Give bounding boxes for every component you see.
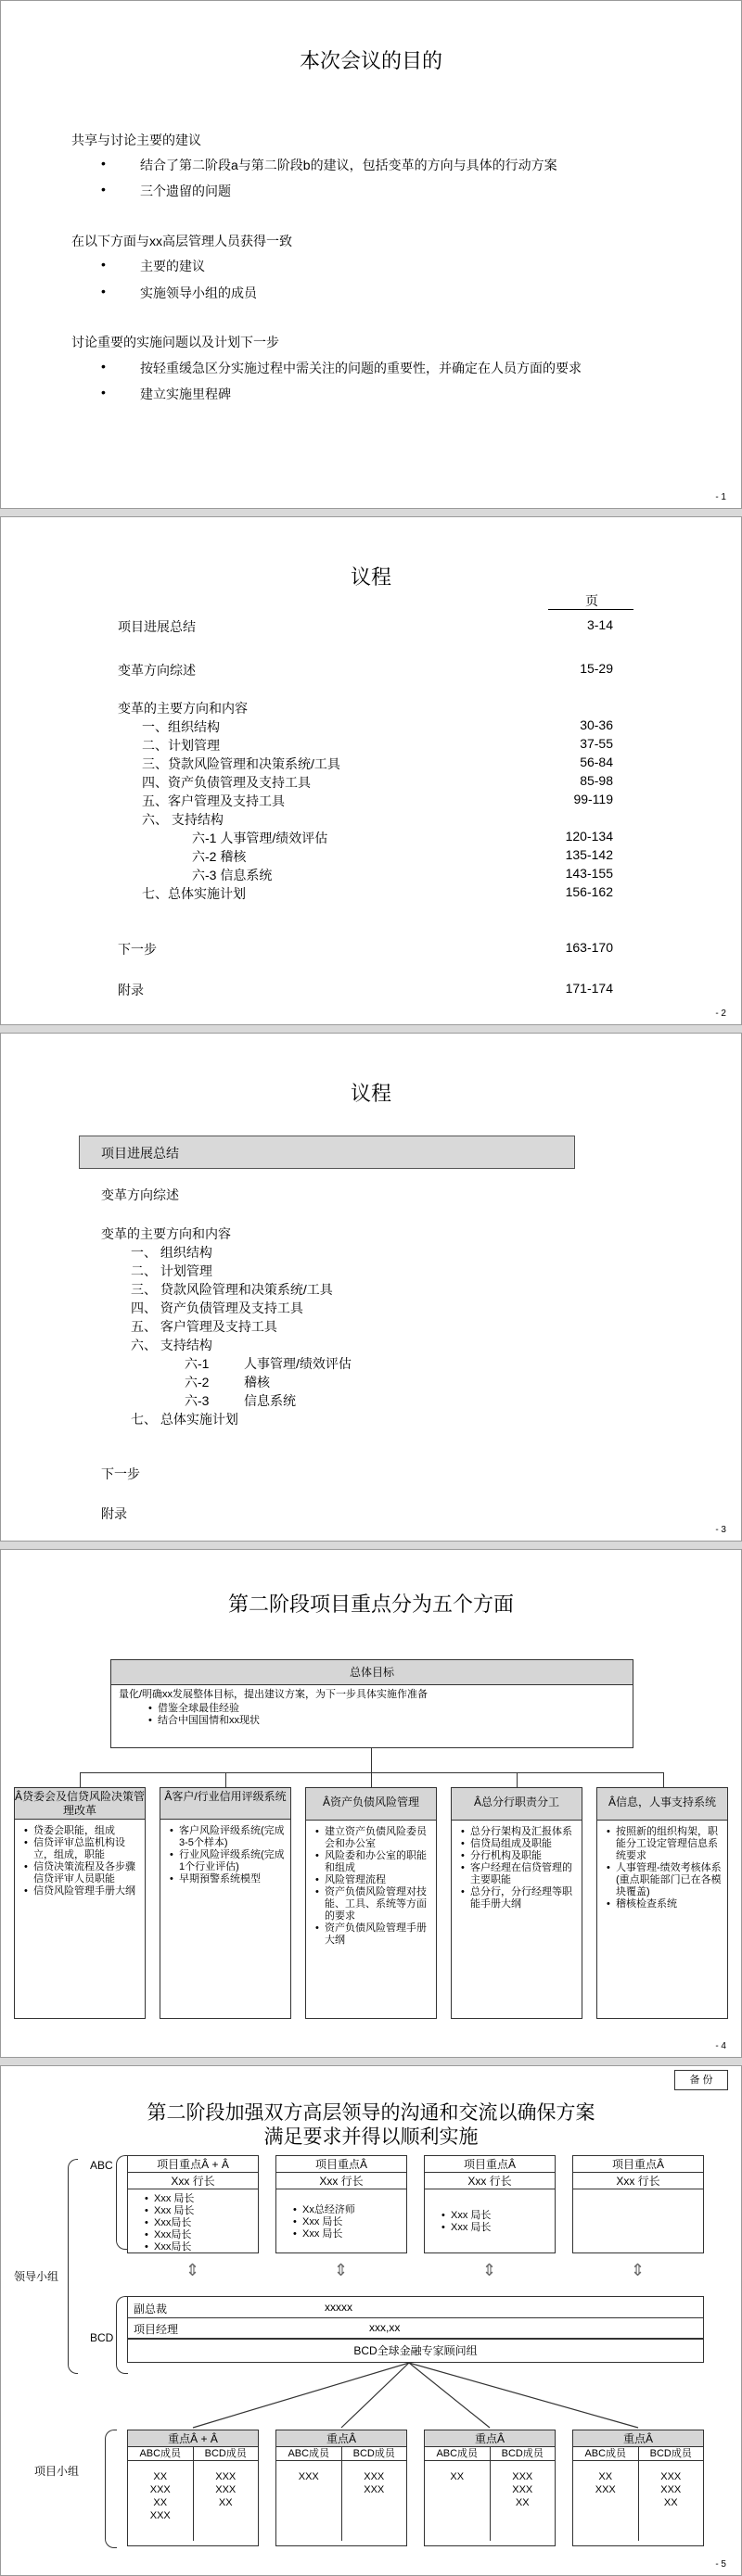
two-way-arrow-icon: ⇕ xyxy=(631,2261,646,2279)
goal-heading: 讨论重要的实施问题以及计划下一步 xyxy=(71,335,279,349)
project-team-box xyxy=(127,2430,259,2546)
member: XX xyxy=(663,2497,678,2508)
slide-title-line-2: 满足要求并得以顺利实施 xyxy=(263,2126,479,2148)
goal-line: 量化/明确xx发展整体目标，提出建议方案，为下一步具体实施作准备 xyxy=(119,1689,429,1700)
agenda-item: 六-1 xyxy=(185,1356,210,1371)
member: XX xyxy=(153,2471,168,2482)
row-value: xxx,xx xyxy=(369,2321,401,2334)
box-title: 项目重点Â + Â xyxy=(128,2156,258,2173)
focus-bullet: • 总分行架构及汇报体系 xyxy=(470,1826,578,1838)
agenda-page: 163-170 xyxy=(565,940,613,955)
focus-bullet: • 稽核检查系统 xyxy=(616,1898,723,1910)
goal-bullets xyxy=(147,1703,633,1727)
page-number: - 4 xyxy=(715,2041,726,2051)
agenda-item: 一、 组织结构 xyxy=(131,1245,212,1260)
backup-badge: 备 份 xyxy=(674,2070,728,2090)
goal-bullet: • 建立实施里程碑 xyxy=(140,385,231,403)
col-head: ABC成员 xyxy=(425,2447,491,2461)
member: XXX xyxy=(364,2484,385,2495)
col-head: ABC成员 xyxy=(128,2447,194,2461)
abc-leader-box xyxy=(572,2155,704,2253)
bcd-pm-row xyxy=(127,2318,704,2339)
member: XX xyxy=(153,2497,168,2508)
agenda-item: 人事管理/绩效评估 xyxy=(244,1356,352,1371)
member: XXX xyxy=(660,2484,682,2495)
page-number: - 2 xyxy=(715,1009,726,1019)
box-header: Â信息，人事支持系统 xyxy=(597,1788,727,1821)
box-title: 重点Â xyxy=(276,2430,406,2447)
project-team-label: 项目小组 xyxy=(34,2465,80,2478)
member: • Xxx 局长 xyxy=(302,2228,406,2240)
member: • Xxx 局长 xyxy=(302,2216,406,2228)
agenda-item: 附录 xyxy=(118,983,144,997)
connector xyxy=(517,1772,518,1787)
project-bracket xyxy=(105,2430,117,2548)
agenda-item: 七、 总体实施计划 xyxy=(131,1412,238,1427)
slide-title: 议程 xyxy=(350,1082,391,1105)
goal-bullet: • 主要的建议 xyxy=(140,257,205,275)
row-label: 项目经理 xyxy=(134,2323,179,2336)
slide-3 xyxy=(0,1033,742,1542)
agenda-page: 143-155 xyxy=(565,866,613,881)
agenda-item-current: 项目进展总结 xyxy=(101,1146,179,1161)
col-head: ABC成员 xyxy=(276,2447,342,2461)
focus-area-box xyxy=(451,1787,582,2019)
focus-bullet: • 分行机构及职能 xyxy=(470,1850,578,1862)
agenda-page: 37-55 xyxy=(580,736,613,751)
goal-bullet: • 结合中国国情和xx现状 xyxy=(158,1715,633,1727)
agenda-item: 稽核 xyxy=(244,1375,270,1390)
focus-bullet: • 总分行，分行经理等职能手册大纲 xyxy=(470,1886,578,1910)
box-header: Â总分行职责分工 xyxy=(452,1788,582,1821)
member: • Xxx局长 xyxy=(154,2229,258,2241)
slide-5 xyxy=(0,2065,742,2576)
connector xyxy=(371,1748,372,1772)
page-number: - 5 xyxy=(715,2559,726,2570)
project-team-box xyxy=(424,2430,556,2546)
page-number: - 1 xyxy=(715,492,726,502)
box-leader: Xxx 行长 xyxy=(128,2173,258,2189)
page-column-header: 页 xyxy=(585,593,598,608)
focus-area-box xyxy=(160,1787,291,2019)
fan-out-connector xyxy=(1,2363,742,2431)
focus-bullet: • 资产负债风险管理对技能、工具、系统等方面的要求 xyxy=(325,1886,432,1922)
focus-bullet: • 信贷决策流程及各步骤信贷评审人员职能 xyxy=(33,1861,141,1885)
row-label: 副总裁 xyxy=(134,2303,168,2316)
agenda-item: 六-3 xyxy=(185,1393,210,1408)
bcd-vp-row xyxy=(127,2296,704,2318)
row-value: xxxxx xyxy=(325,2301,352,2314)
abc-leader-box xyxy=(424,2155,556,2253)
agenda-item: 六、 支持结构 xyxy=(142,812,224,827)
slide-title: 第二阶段加强双方高层领导的沟通和交流以确保方案 xyxy=(147,2102,595,2124)
box-header: Â贷委会及信贷风险决策管理改革 xyxy=(15,1788,145,1820)
two-way-arrow-icon: ⇕ xyxy=(186,2261,200,2279)
focus-bullet: • 客户风险评级系统(完成3-5个样本) xyxy=(179,1825,287,1849)
col-head: BCD成员 xyxy=(491,2447,556,2461)
agenda-item: 一、组织结构 xyxy=(142,719,220,734)
box-header: Â资产负债风险管理 xyxy=(306,1788,436,1821)
abc-leader-box xyxy=(275,2155,407,2253)
agenda-item: 六-2 xyxy=(185,1375,210,1390)
agenda-item: 二、 计划管理 xyxy=(131,1263,212,1278)
agenda-item: 六-3 信息系统 xyxy=(192,868,273,882)
col-head: BCD成员 xyxy=(194,2447,259,2461)
slide-title: 本次会议的目的 xyxy=(299,49,442,72)
member: XX xyxy=(450,2471,465,2482)
agenda-item: 变革的主要方向和内容 xyxy=(118,701,248,716)
leadership-group-label: 领导小组 xyxy=(14,2270,59,2283)
agenda-item: 六-2 稽核 xyxy=(192,849,247,864)
abc-label: ABC xyxy=(90,2159,113,2172)
agenda-item: 下一步 xyxy=(118,942,157,957)
agenda-item: 七、总体实施计划 xyxy=(142,886,246,901)
focus-bullet: • 信贷评审总监机构设立，组成，职能 xyxy=(33,1837,141,1861)
member: XX xyxy=(218,2497,233,2508)
agenda-page: 135-142 xyxy=(565,847,613,862)
focus-bullet: • 客户经理在信贷管理的主要职能 xyxy=(470,1862,578,1886)
box-title: 重点Â + Â xyxy=(128,2430,258,2447)
focus-bullet: • 人事管理-绩效考核体系(重点职能部门已在各模块覆盖) xyxy=(616,1862,723,1898)
agenda-page: 30-36 xyxy=(580,717,613,732)
agenda-item: 下一步 xyxy=(101,1466,140,1481)
agenda-item: 五、客户管理及支持工具 xyxy=(142,793,285,808)
focus-bullet: • 信贷风险管理手册大纲 xyxy=(33,1885,141,1897)
member: XXX xyxy=(149,2484,171,2495)
goal-bullet: • 结合了第二阶段a与第二阶段b的建议，包括变革的方向与具体的行动方案 xyxy=(140,156,557,174)
agenda-page: 56-84 xyxy=(580,755,613,769)
agenda-item: 四、资产负债管理及支持工具 xyxy=(142,775,311,790)
focus-area-box xyxy=(305,1787,437,2019)
agenda-page: 171-174 xyxy=(565,981,613,996)
member: XXX xyxy=(660,2471,682,2482)
focus-area-box xyxy=(596,1787,728,2019)
goal-heading: 在以下方面与xx高层管理人员获得一致 xyxy=(71,234,292,248)
col-head: ABC成员 xyxy=(573,2447,639,2461)
connector xyxy=(371,1772,372,1787)
agenda-item: 项目进展总结 xyxy=(118,619,196,634)
col-head: BCD成员 xyxy=(639,2447,704,2461)
agenda-item: 变革方向综述 xyxy=(118,663,196,678)
focus-bullet: • 按照新的组织构架，职能分工设定管理信息系统要求 xyxy=(616,1826,723,1862)
goal-bullet: • 借鉴全球最佳经验 xyxy=(158,1703,633,1715)
box-leader: Xxx 行长 xyxy=(573,2173,703,2189)
focus-bullet: • 风险委和办公室的职能和组成 xyxy=(325,1850,432,1874)
goal-bullet: • 三个遗留的问题 xyxy=(140,182,231,200)
agenda-page: 15-29 xyxy=(580,661,613,676)
page-number: - 3 xyxy=(715,1525,726,1535)
agenda-item: 六、 支持结构 xyxy=(131,1338,212,1352)
agenda-page: 99-119 xyxy=(573,792,613,806)
member: • Xxx局长 xyxy=(154,2241,258,2253)
agenda-item: 信息系统 xyxy=(244,1393,296,1408)
goal-bullet: • 按轻重缓急区分实施过程中需关注的问题的重要性，并确定在人员方面的要求 xyxy=(140,359,582,377)
box-leader: Xxx 行长 xyxy=(276,2173,406,2189)
agenda-item: 三、 贷款风险管理和决策系统/工具 xyxy=(131,1282,333,1297)
member: XXX xyxy=(512,2471,533,2482)
project-team-box xyxy=(572,2430,704,2546)
focus-bullet: • 资产负债风险管理手册大纲 xyxy=(325,1922,432,1947)
member: XXX xyxy=(298,2471,319,2482)
member: XX xyxy=(515,2497,530,2508)
connector xyxy=(80,1772,664,1773)
member: XXX xyxy=(595,2484,616,2495)
bcd-label: BCD xyxy=(90,2331,114,2344)
member: • Xxx局长 xyxy=(154,2217,258,2229)
two-way-arrow-icon: ⇕ xyxy=(334,2261,349,2279)
member: • Xxx 局长 xyxy=(154,2205,258,2217)
slide-title: 议程 xyxy=(350,565,391,589)
overall-goal-box xyxy=(110,1659,633,1748)
agenda-item: 三、贷款风险管理和决策系统/工具 xyxy=(142,756,340,771)
box-title: 项目重点Â xyxy=(425,2156,555,2173)
agenda-item: 附录 xyxy=(101,1506,127,1521)
slide-title: 第二阶段项目重点分为五个方面 xyxy=(227,1593,514,1616)
agenda-page: 85-98 xyxy=(580,773,613,788)
agenda-item: 变革方向综述 xyxy=(101,1187,179,1202)
two-way-arrow-icon: ⇕ xyxy=(482,2261,497,2279)
slide-2 xyxy=(0,516,742,1025)
focus-bullet: • 贷委会职能，组成 xyxy=(33,1825,141,1837)
member: • Xxx 局长 xyxy=(451,2222,555,2234)
box-title: 重点Â xyxy=(425,2430,555,2447)
abc-leader-box xyxy=(127,2155,259,2253)
box-title: 项目重点Â xyxy=(276,2156,406,2173)
connector xyxy=(663,1772,664,1787)
member: • Xx总经济师 xyxy=(302,2204,406,2216)
box-title: 重点Â xyxy=(573,2430,703,2447)
connector xyxy=(80,1772,81,1787)
box-leader: Xxx 行长 xyxy=(425,2173,555,2189)
agenda-page: 3-14 xyxy=(586,617,613,632)
member: XX xyxy=(598,2471,613,2482)
goal-heading: 共享与讨论主要的建议 xyxy=(71,133,201,147)
member: XXX xyxy=(364,2471,385,2482)
focus-area-box xyxy=(14,1787,146,2019)
box-header: Â客户/行业信用评级系统 xyxy=(160,1788,290,1820)
agenda-item: 六-1 人事管理/绩效评估 xyxy=(192,831,328,845)
connector xyxy=(225,1772,226,1787)
agenda-item: 五、 客户管理及支持工具 xyxy=(131,1319,277,1334)
project-team-box xyxy=(275,2430,407,2546)
bcd-expert-group: BCD全球金融专家顾问组 xyxy=(127,2339,704,2363)
box-title: 项目重点Â xyxy=(573,2156,703,2173)
col-head: BCD成员 xyxy=(342,2447,407,2461)
member: • Xxx 局长 xyxy=(154,2193,258,2205)
member: XXX xyxy=(215,2471,237,2482)
leadership-bracket xyxy=(68,2159,78,2374)
focus-bullet: • 早期預警系统模型 xyxy=(179,1873,287,1885)
focus-bullet: • 信贷局组成及职能 xyxy=(470,1838,578,1850)
member: XXX xyxy=(512,2484,533,2495)
agenda-item: 二、计划管理 xyxy=(142,738,220,753)
member: • Xxx 局长 xyxy=(451,2210,555,2222)
focus-bullet: • 建立资产负债风险委员会和办公室 xyxy=(325,1826,432,1850)
slide-1 xyxy=(0,0,742,509)
agenda-page: 156-162 xyxy=(565,884,613,899)
agenda-page: 120-134 xyxy=(565,829,613,844)
agenda-item: 四、 资产负债管理及支持工具 xyxy=(131,1301,303,1315)
header-rule xyxy=(548,609,633,610)
goal-bullet: • 实施领导小组的成员 xyxy=(140,284,257,302)
focus-bullet: • 风险管理流程 xyxy=(325,1874,432,1886)
member: XXX xyxy=(149,2510,171,2521)
agenda-item: 变革的主要方向和内容 xyxy=(101,1226,231,1241)
box-header: 总体目标 xyxy=(111,1660,633,1685)
focus-bullet: • 行业风险评级系统(完成1个行业评估) xyxy=(179,1849,287,1873)
slide-4 xyxy=(0,1549,742,2058)
member: XXX xyxy=(215,2484,237,2495)
